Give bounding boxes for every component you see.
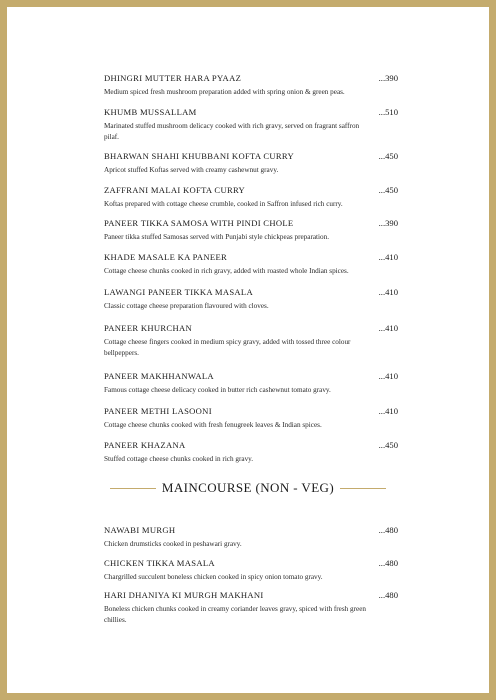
heading-rule-right bbox=[340, 488, 386, 489]
heading-rule-left bbox=[110, 488, 156, 489]
item-name: CHICKEN TIKKA MASALA bbox=[104, 558, 215, 568]
item-price: ...410 bbox=[378, 323, 398, 333]
menu-item bbox=[104, 185, 398, 210]
item-description: Cottage cheese chunks cooked with fresh fenugreek leaves & Indian spices. bbox=[104, 421, 322, 429]
menu-item bbox=[104, 371, 398, 396]
item-description: Classic cottage cheese preparation flavoured with cloves. bbox=[104, 302, 269, 310]
item-price: ...410 bbox=[378, 406, 398, 416]
item-price: ...510 bbox=[378, 107, 398, 117]
item-description: Famous cottage cheese delicacy cooked in butter rich cashewnut tomato gravy. bbox=[104, 386, 331, 394]
item-description: Stuffed cottage cheese chunks cooked in rich gravy. bbox=[104, 455, 254, 463]
item-description: Cottage cheese chunks cooked in rich gravy, added with roasted whole Indian spices. bbox=[104, 267, 349, 275]
item-description: Marinated stuffed mushroom delicacy cooked with rich gravy, served on fragrant saffron pilaf. bbox=[104, 122, 360, 141]
item-name: PANEER KHURCHAN bbox=[104, 323, 192, 333]
item-description: Apricot stuffed Koftas served with creamy cashewnut gravy. bbox=[104, 166, 279, 174]
item-name: KHADE MASALE KA PANEER bbox=[104, 252, 228, 262]
item-price: ...410 bbox=[378, 252, 398, 262]
item-price: ...480 bbox=[378, 558, 398, 568]
item-name: HARI DHANIYA KI MURGH MAKHANI bbox=[104, 590, 264, 600]
item-description: Cottage cheese fingers cooked in medium spicy gravy, added with tossed three colour bellpeppers. bbox=[104, 338, 351, 357]
item-price: ...450 bbox=[378, 151, 398, 161]
menu-item bbox=[104, 73, 398, 98]
item-price: ...450 bbox=[378, 185, 398, 195]
item-price: ...390 bbox=[378, 218, 398, 228]
menu-item bbox=[104, 107, 398, 143]
item-name: KHUMB MUSSALLAM bbox=[104, 107, 197, 117]
menu-item bbox=[104, 323, 398, 359]
item-name: LAWANGI PANEER TIKKA MASALA bbox=[104, 287, 253, 297]
item-name: PANEER KHAZANA bbox=[104, 440, 186, 450]
item-price: ...410 bbox=[378, 371, 398, 381]
item-price: ...390 bbox=[378, 73, 398, 83]
item-price: ...480 bbox=[378, 590, 398, 600]
menu-item bbox=[104, 151, 398, 176]
menu-item bbox=[104, 525, 398, 550]
menu-item bbox=[104, 287, 398, 312]
item-description: Boneless chicken chunks cooked in creamy coriander leaves gravy, spiced with fresh green chillies. bbox=[104, 605, 366, 624]
section-heading bbox=[0, 480, 496, 496]
item-description: Koftas prepared with cottage cheese crumble, cooked in Saffron infused rich curry. bbox=[104, 200, 343, 208]
item-price: ...410 bbox=[378, 287, 398, 297]
menu-item bbox=[104, 218, 398, 243]
item-name: PANEER TIKKA SAMOSA WITH PINDI CHOLE bbox=[104, 218, 294, 228]
menu-item bbox=[104, 558, 398, 583]
item-description: Medium spiced fresh mushroom preparation added with spring onion & green peas. bbox=[104, 88, 345, 96]
item-price: ...450 bbox=[378, 440, 398, 450]
item-price: ...480 bbox=[378, 525, 398, 535]
menu-item bbox=[104, 440, 398, 465]
item-name: ZAFFRANI MALAI KOFTA CURRY bbox=[104, 185, 246, 195]
item-name: DHINGRI MUTTER HARA PYAAZ bbox=[104, 73, 242, 83]
item-name: PANEER METHI LASOONI bbox=[104, 406, 212, 416]
menu-item bbox=[104, 406, 398, 431]
item-description: Paneer tikka stuffed Samosas served with Punjabi style chickpeas preparation. bbox=[104, 233, 330, 241]
item-name: NAWABI MURGH bbox=[104, 525, 176, 535]
item-description: Chargrilled succulent boneless chicken cooked in spicy onion tomato gravy. bbox=[104, 573, 323, 581]
item-description: Chicken drumsticks cooked in peshawari gravy. bbox=[104, 540, 242, 548]
menu-item bbox=[104, 252, 398, 277]
item-name: BHARWAN SHAHI KHUBBANI KOFTA CURRY bbox=[104, 151, 294, 161]
menu-item bbox=[104, 590, 398, 626]
section-title: MAINCOURSE (NON - VEG) bbox=[161, 480, 335, 495]
item-name: PANEER MAKHHANWALA bbox=[104, 371, 214, 381]
